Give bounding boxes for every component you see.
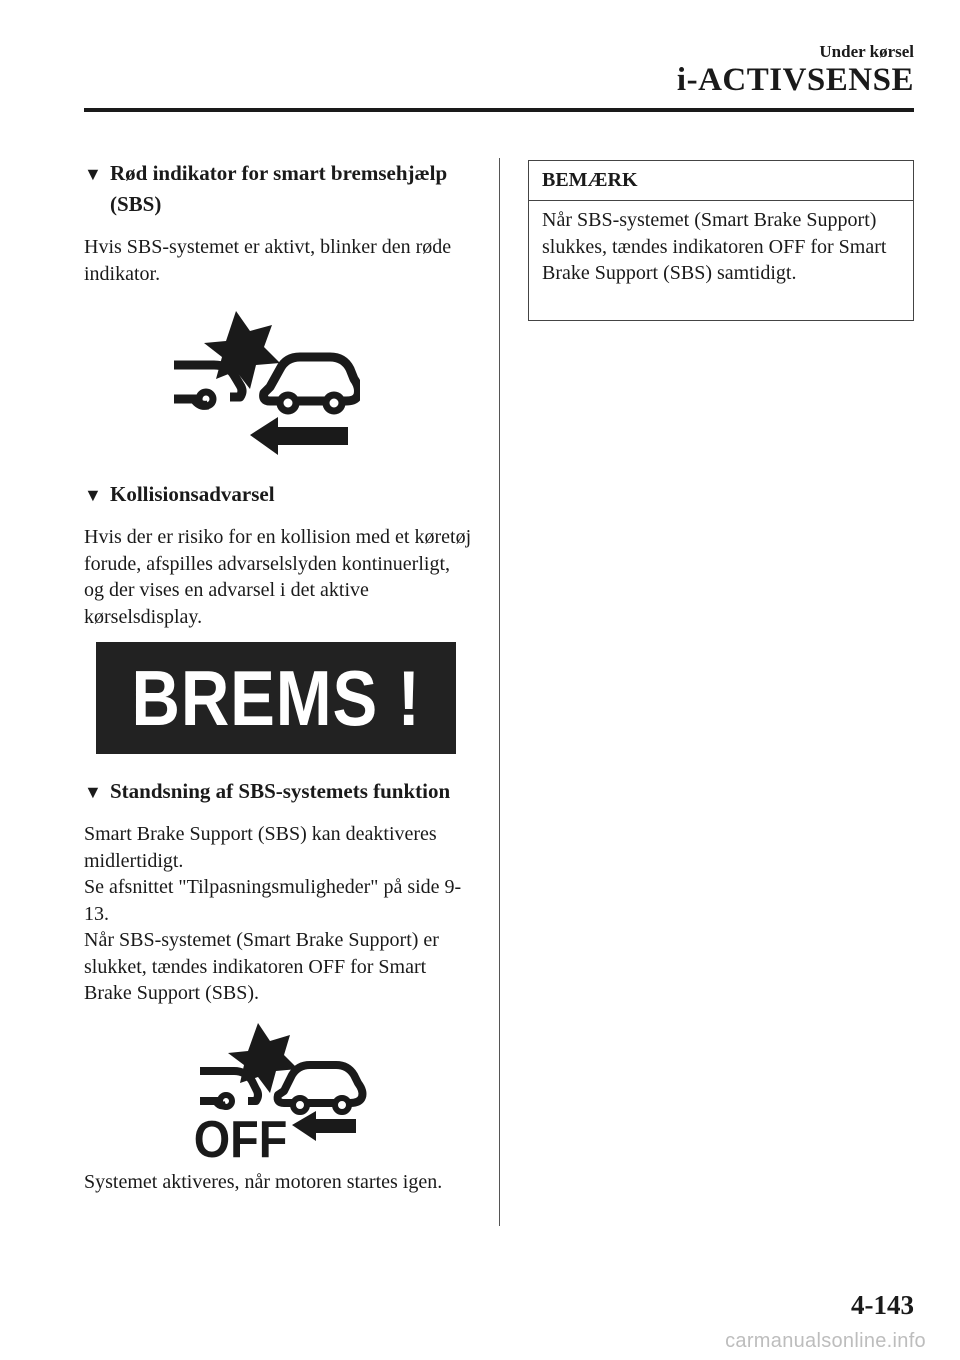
triangle-down-icon: ▼ — [84, 782, 102, 802]
note-box — [528, 160, 914, 321]
header-chapter: i-ACTIVSENSE — [676, 62, 914, 98]
sbs-off-icon — [192, 1021, 372, 1161]
sbs-collision-icon — [170, 309, 360, 459]
page-number: 4-143 — [851, 1290, 914, 1320]
left-column — [84, 158, 474, 1195]
off-label: OFF — [193, 1110, 288, 1161]
section-heading-red-indicator: ▼ Rød indikator for smart bremsehjælp (SBS) — [84, 161, 448, 216]
triangle-down-icon: ▼ — [84, 485, 102, 505]
brems-warning-text: BREMS ! — [131, 653, 421, 742]
brems-warning-display — [96, 642, 456, 754]
section-heading-collision-warning: ▼ Kollisionsadvarsel — [84, 479, 474, 510]
header-rule — [84, 108, 914, 112]
section-body-line: Se afsnittet "Tilpasningsmuligheder" på side 9-13. — [84, 876, 462, 925]
triangle-down-icon: ▼ — [84, 164, 102, 184]
section-body-line: Smart Brake Support (SBS) kan deaktiveres midlertidigt. — [84, 823, 437, 872]
column-divider — [499, 158, 500, 1226]
header-section: Under kørsel — [819, 42, 914, 61]
section-heading-stop-sbs: ▼ Standsning af SBS-systemets funktion — [84, 776, 474, 807]
section-body: Hvis SBS-systemet er aktivt, blinker den røde indikator. — [84, 236, 452, 285]
section-body: Hvis der er risiko for en kollision med et køretøj forude, afspilles advarselslyden kontinuerligt, og der vises en advarsel i det aktive kørselsdisplay. — [84, 526, 472, 628]
sbs-indicator-figure — [84, 309, 474, 459]
watermark: carmanualsonline.info — [725, 1330, 926, 1352]
sbs-off-indicator-figure — [84, 1021, 474, 1161]
section-footer-text: Systemet aktiveres, når motoren startes igen. — [84, 1170, 443, 1193]
note-title: BEMÆRK — [529, 161, 913, 201]
section-body-line: Når SBS-systemet (Smart Brake Support) er slukket, tændes indikatoren OFF for Smart Brake Support (SBS). — [84, 929, 439, 1004]
note-body: Når SBS-systemet (Smart Brake Support) slukkes, tændes indikatoren OFF for Smart Brake Support (SBS) samtidigt. — [542, 209, 887, 284]
